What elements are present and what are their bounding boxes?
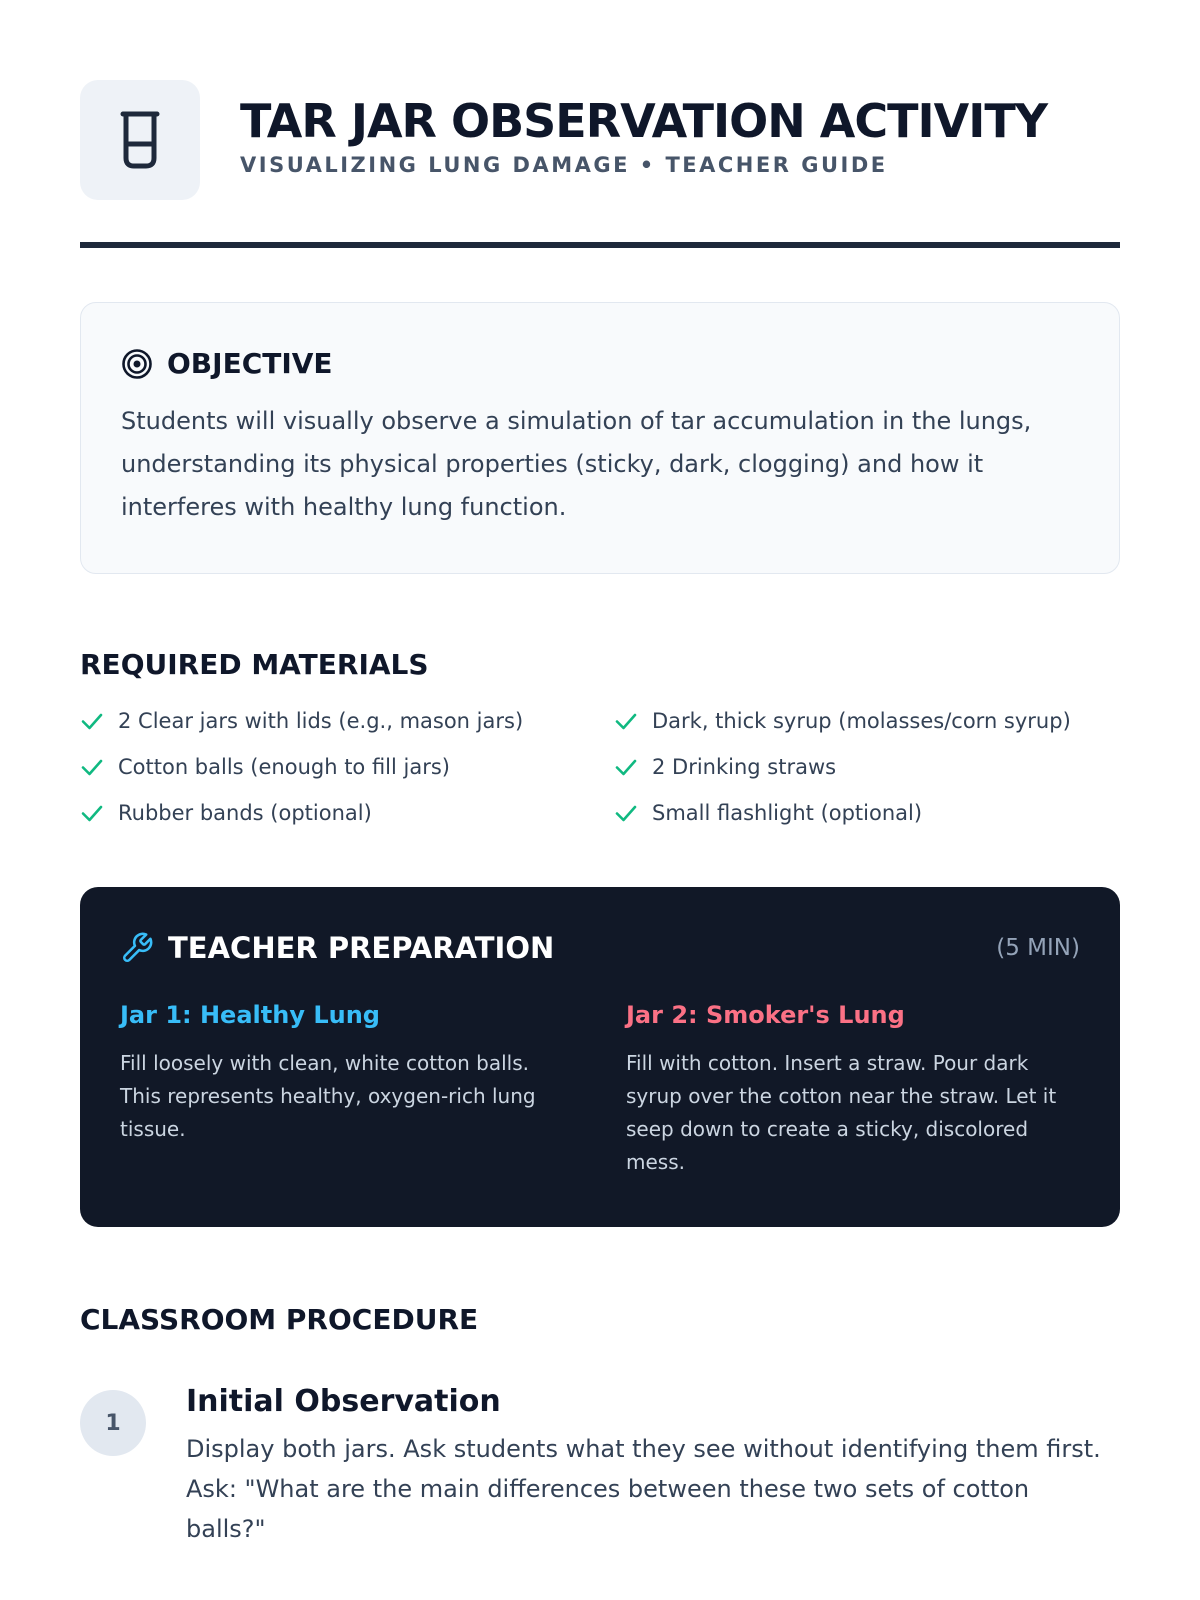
material-label: Small flashlight (optional) xyxy=(652,801,923,825)
list-item xyxy=(80,707,614,735)
material-label: Dark, thick syrup (molasses/corn syrup) xyxy=(652,709,1071,733)
material-label: Cotton balls (enough to fill jars) xyxy=(118,755,450,779)
list-item xyxy=(614,707,1120,735)
procedure-title: CLASSROOM PROCEDURE xyxy=(80,1303,479,1336)
list-item xyxy=(614,753,1120,781)
step-number: 1 xyxy=(80,1390,146,1456)
jar-description: Fill loosely with clean, white cotton balls. This represents healthy, oxygen-rich lung tissue. xyxy=(120,1051,536,1141)
page-title: TAR JAR OBSERVATION ACTIVITY xyxy=(240,93,1048,148)
list-item xyxy=(80,799,614,827)
jar-title: Jar 2: Smoker's Lung xyxy=(626,1001,905,1029)
check-icon xyxy=(80,755,104,779)
check-icon xyxy=(614,709,638,733)
objective-text: Students will visually observe a simulation of tar accumulation in the lungs, understanding its physical properties (sticky, dark, clogging) and how it interferes with healthy lung function. xyxy=(121,407,1032,521)
header-divider xyxy=(80,242,1120,248)
materials-title: REQUIRED MATERIALS xyxy=(80,648,429,681)
procedure-step xyxy=(80,1384,1120,1549)
objective-card xyxy=(80,302,1120,574)
jar-healthy xyxy=(120,1001,626,1179)
wrench-icon xyxy=(120,931,154,965)
objective-title: OBJECTIVE xyxy=(167,347,333,380)
logo-box xyxy=(80,80,200,200)
check-icon xyxy=(614,755,638,779)
preparation-header xyxy=(120,931,1080,965)
check-icon xyxy=(80,801,104,825)
step-body xyxy=(186,1384,1116,1549)
target-icon xyxy=(121,348,153,380)
jar-smoker xyxy=(626,1001,1080,1179)
jar-columns xyxy=(120,1001,1080,1179)
jar-description: Fill with cotton. Insert a straw. Pour dark syrup over the cotton near the straw. Let it seep down to create a sticky, discolored mess. xyxy=(626,1051,1057,1174)
preparation-time: (5 MIN) xyxy=(996,935,1080,961)
title-group xyxy=(240,93,1048,178)
list-item xyxy=(614,799,1120,827)
step-title: Initial Observation xyxy=(186,1384,501,1419)
material-label: 2 Drinking straws xyxy=(652,755,837,779)
preparation-title-group xyxy=(120,931,554,965)
material-label: 2 Clear jars with lids (e.g., mason jars) xyxy=(118,709,524,733)
objective-header xyxy=(121,347,1079,380)
material-label: Rubber bands (optional) xyxy=(118,801,372,825)
page-subtitle: VISUALIZING LUNG DAMAGE • TEACHER GUIDE xyxy=(240,153,888,178)
preparation-card xyxy=(80,887,1120,1227)
check-icon xyxy=(614,801,638,825)
step-text: Display both jars. Ask students what they see without identifying them first. Ask: "What are the main differences between these two sets of cotton balls?" xyxy=(186,1435,1101,1543)
list-item xyxy=(80,753,614,781)
jar-icon xyxy=(115,110,165,170)
materials-list xyxy=(80,707,1120,827)
check-icon xyxy=(80,709,104,733)
jar-title: Jar 1: Healthy Lung xyxy=(120,1001,380,1029)
preparation-title: TEACHER PREPARATION xyxy=(168,931,555,965)
header xyxy=(80,80,1120,200)
